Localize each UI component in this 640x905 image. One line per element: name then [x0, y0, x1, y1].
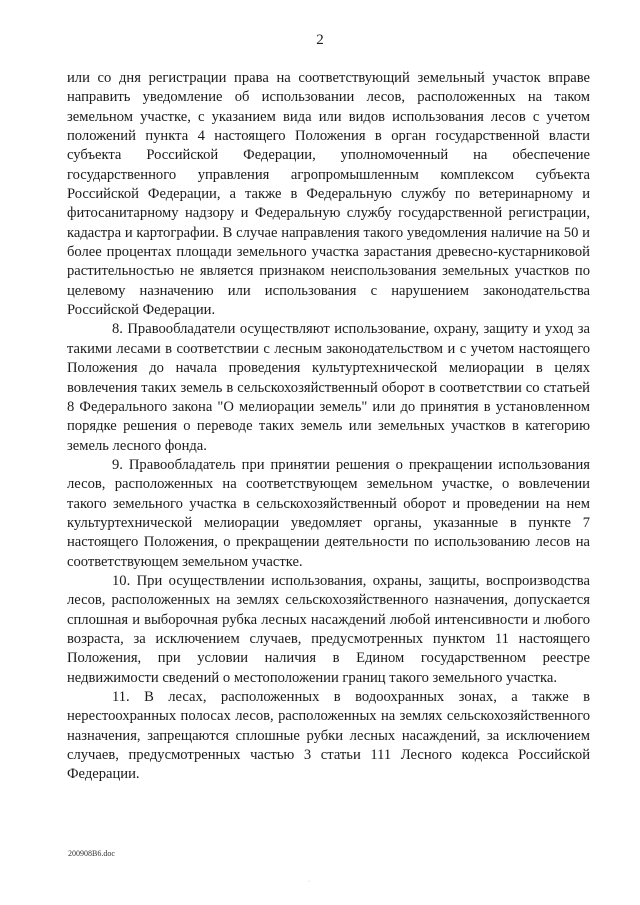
paragraph-item-11: 11. В лесах, расположенных в водоохранных зонах, а также в нерестоохранных полосах лесов, расположенных на землях сельскохозяйственного назначения, запрещаются сплошные рубки лесных насаждений, за исключением случаев, предусмотренных частью 3 статьи 111 Лесного кодекса Российской Федерации.	[67, 689, 590, 783]
document-body	[67, 69, 590, 785]
footer-filename: 200908B6.doc	[68, 849, 115, 858]
paragraph-item-10: 10. При осуществлении использования, охраны, защиты, воспроизводства лесов, расположенных на землях сельскохозяйственного назначения, допускается сплошная и выборочная рубка лесных насаждений любой интенсивности и любого возраста, за исключением случаев, предусмотренных пунктом 11 настоящего Положения, при условии наличия в Едином государственном реестре недвижимости сведений о местоположении границ такого земельного участка.	[67, 572, 590, 686]
paragraph-item-8: 8. Правообладатели осуществляют использование, охрану, защиту и уход за такими лесами в соответствии с лесным законодательством и с учетом настоящего Положения до начала проведения культуртехнической мелиорации в целях вовлечения таких земель в сельскохозяйственный оборот в соответствии со статьей 8 Федерального закона "О мелиорации земель" или до принятия в установленном порядке решения о переводе таких земель или земельных участков в категорию земель лесного фонда.	[67, 321, 590, 454]
footer-mark: ·	[308, 879, 310, 885]
paragraph-item-9: 9. Правообладатель при принятии решения о прекращении использования лесов, расположенных на соответствующем земельном участке, о вовлечении такого земельного участка в сельскохозяйственный оборот и проведении на нем культуртехнической мелиорации уведомляет органы, указанные в пункте 7 настоящего Положения, о прекращении деятельности по использованию лесов на соответствующем земельном участке.	[67, 456, 590, 570]
paragraph-continuation: или со дня регистрации права на соответствующий земельный участок вправе направить уведомление об использовании лесов, расположенных на таком земельном участке, с указанием вида или видов использования лесов с учетом положений пункта 4 настоящего Положения в орган государственной власти субъекта Российской Федерации, уполномоченный на обеспечение государственного управления агропромышленным комплексом субъекта Российской Федерации, а также в Федеральную службу по ветеринарному и фитосанитарному надзору и Федеральную службу государственной регистрации, кадастра и картографии. В случае направления такого уведомления наличие на 50 и более процентах площади земельного участка зарастания древесно-кустарниковой растительностью не является признаком неиспользования земельных участков по целевому назначению или использования с нарушением законодательства Российской Федерации.	[67, 70, 590, 319]
page-number: 2	[316, 32, 324, 48]
